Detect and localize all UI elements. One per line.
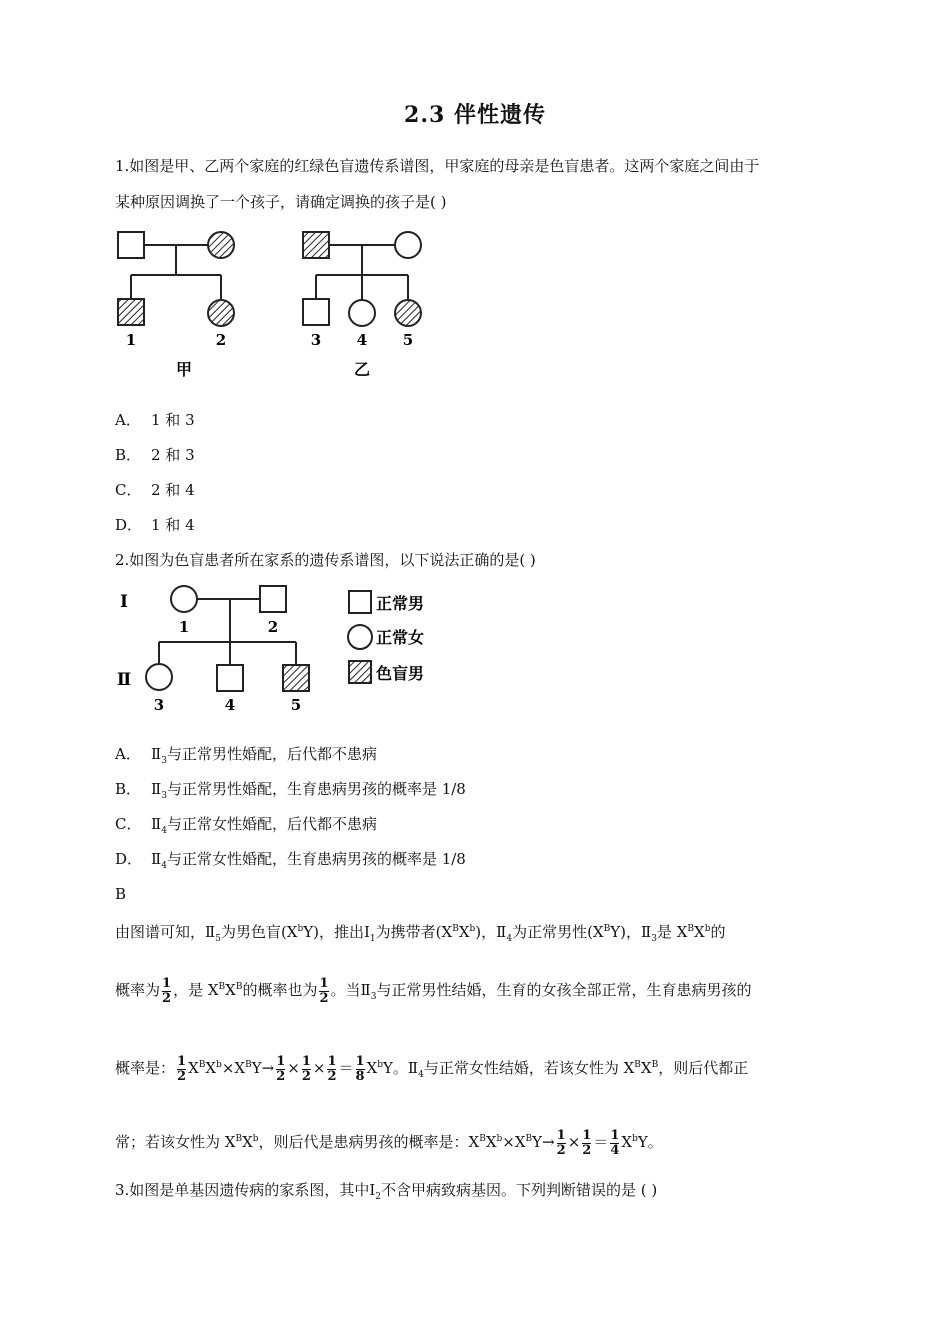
fraction-one-half: $\frac{1}{2}$ xyxy=(301,1053,311,1084)
q1-pedigree-figure xyxy=(110,225,440,385)
q2-label-2: 2 xyxy=(267,618,279,636)
yi-mother-normal-female xyxy=(395,232,421,258)
family-yi-label: 乙 xyxy=(353,360,371,379)
q1-option-b[interactable]: B． 2 和 3 xyxy=(115,446,195,464)
q2-label-1: 1 xyxy=(178,618,190,636)
q2-child-3-normal-female xyxy=(146,664,172,690)
q2-pedigree-figure xyxy=(110,580,450,720)
fraction-one-half: $\frac{1}{2}$ xyxy=(327,1053,337,1084)
q2-mother-normal-female xyxy=(171,586,197,612)
fraction-one-half: $\frac{1}{2}$ xyxy=(582,1127,592,1158)
fraction-one-eighth: $\frac{1}{8}$ xyxy=(355,1053,365,1084)
yi-child-5-affected-female xyxy=(395,300,421,326)
q2-option-c[interactable]: C． $Ⅱ_4$与正常女性婚配，后代都不患病 xyxy=(115,815,377,836)
q2-child-4-normal-male xyxy=(217,665,243,691)
legend-male-symbol xyxy=(349,591,371,613)
q2-answer: B xyxy=(115,885,127,903)
jia-child-1-affected-male xyxy=(118,299,144,325)
legend-female-label: 正常女 xyxy=(376,628,425,647)
q2-option-d[interactable]: D． $Ⅱ_4$与正常女性婚配，生育患病男孩的概率是 1/8 xyxy=(115,850,466,871)
legend-colorblind-symbol xyxy=(349,661,371,683)
q2-option-a[interactable]: A． $Ⅱ_3$与正常男性婚配，后代都不患病 xyxy=(115,745,377,766)
jia-mother-affected-female xyxy=(208,232,234,258)
q2-label-4: 4 xyxy=(224,696,236,714)
family-jia-label: 甲 xyxy=(175,360,193,379)
q2-father-normal-male xyxy=(260,586,286,612)
q2-explanation-line1: 由图谱可知，$Ⅱ_5$为男色盲$(X^bY)$，推出$Ⅰ_1$为携带者$(X^BX^b)$，$Ⅱ_4$为正常男性$(X^BY)$，$Ⅱ_3$是 $X^BX^b$的 xyxy=(115,923,726,944)
jia-child-2-affected-female xyxy=(208,300,234,326)
gen-2-label: Ⅱ xyxy=(116,670,132,690)
fraction-one-half: $\frac{1}{2}$ xyxy=(556,1127,566,1158)
q2-explanation-line2: 概率为 $\frac{1}{2}$ ，是 $X^BX^B$的概率也为 $\frac{1}{2}$ 。当$Ⅱ_3$与正常男性结婚，生育的女孩全部正常，生育患病男孩的 xyxy=(115,975,752,1006)
page-title: 2.3 伴性遗传 xyxy=(404,102,546,128)
yi-child-4-normal-female xyxy=(349,300,375,326)
q1-option-c[interactable]: C． 2 和 4 xyxy=(115,481,195,499)
q3-stem: 3.如图是单基因遗传病的家系图，其中$Ⅰ_2$不含甲病致病基因。下列判断错误的是 ( ) xyxy=(115,1181,658,1202)
gen-1-label: Ⅰ xyxy=(120,592,128,612)
q1-label-5: 5 xyxy=(402,331,414,349)
q2-stem: 2.如图为色盲患者所在家系的遗传系谱图，以下说法正确的是( ) xyxy=(115,551,536,569)
yi-child-3-normal-male xyxy=(303,299,329,325)
q1-label-1: 1 xyxy=(125,331,137,349)
legend-male-label: 正常男 xyxy=(376,594,425,613)
q2-explanation-line4: 常；若该女性为 $X^BX^b$，则后代是患病男孩的概率是：$X^BX^b\times X^BY\to$ $\frac{1}{2}$ × $\frac{1}{2}$ ＝ $\frac{1}{4}$ $X^bY$。 xyxy=(115,1127,663,1158)
yi-father-affected-male xyxy=(303,232,329,258)
q1-label-2: 2 xyxy=(215,331,227,349)
fraction-one-quarter: $\frac{1}{4}$ xyxy=(610,1127,620,1158)
fraction-one-half: $\frac{1}{2}$ xyxy=(319,975,329,1006)
q1-stem-line1: 1.如图是甲、乙两个家庭的红绿色盲遗传系谱图，甲家庭的母亲是色盲患者。这两个家庭之间由于 xyxy=(115,157,760,175)
fraction-one-half: $\frac{1}{2}$ xyxy=(177,1053,187,1084)
q2-explanation-line3: 概率是： $\frac{1}{2}$ $X^BX^b\times X^BY\to$ $\frac{1}{2}$ × $\frac{1}{2}$ × $\frac{1}{2}$ ＝ $\frac{1}{8}$ $X^bY$。$Ⅱ_4$与正常女性结婚，若该女性为 $X^BX^B$，则后代都正 xyxy=(115,1053,749,1084)
q2-label-3: 3 xyxy=(153,696,165,714)
q2-child-5-colorblind-male xyxy=(283,665,309,691)
q1-label-3: 3 xyxy=(310,331,322,349)
q1-label-4: 4 xyxy=(356,331,368,349)
jia-father-normal-male xyxy=(118,232,144,258)
q1-stem-line2: 某种原因调换了一个孩子，请确定调换的孩子是( ) xyxy=(115,193,447,211)
q2-label-5: 5 xyxy=(290,696,302,714)
q2-option-b[interactable]: B． $Ⅱ_3$与正常男性婚配，生育患病男孩的概率是 1/8 xyxy=(115,780,466,801)
legend-female-symbol xyxy=(348,625,372,649)
fraction-one-half: $\frac{1}{2}$ xyxy=(276,1053,286,1084)
fraction-one-half: $\frac{1}{2}$ xyxy=(162,975,172,1006)
q1-option-a[interactable]: A． 1 和 3 xyxy=(115,411,195,429)
q1-option-d[interactable]: D． 1 和 4 xyxy=(115,516,195,534)
legend-colorblind-label: 色盲男 xyxy=(376,664,425,683)
